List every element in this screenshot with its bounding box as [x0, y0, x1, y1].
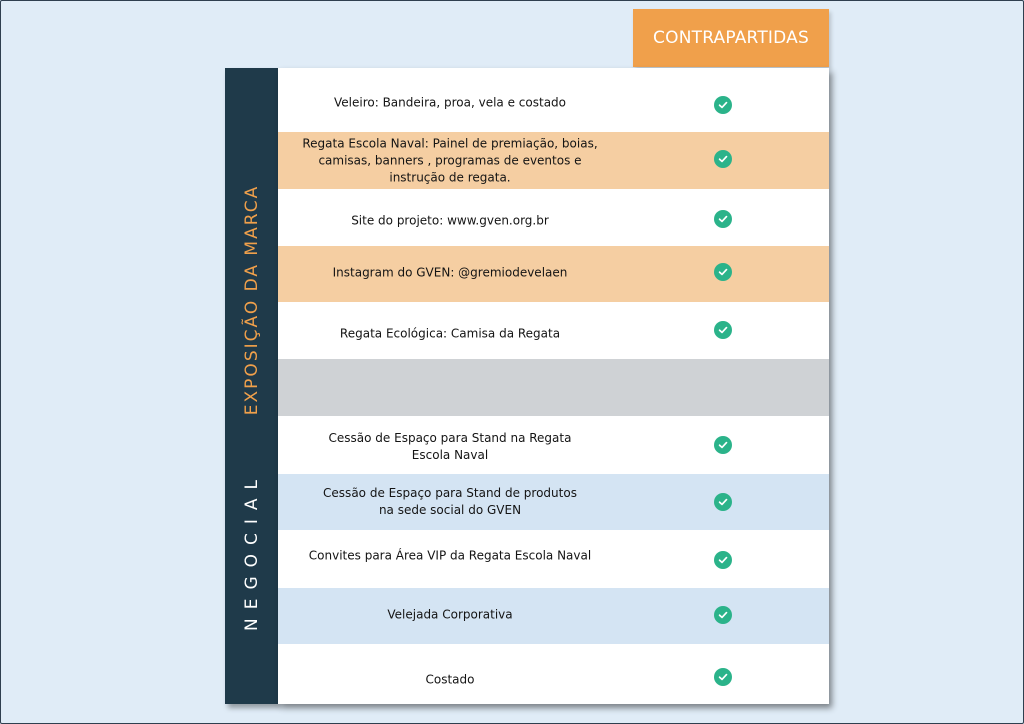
contrapartidas-header	[633, 9, 829, 67]
row-text: Regata Ecológica: Camisa da Regata	[339, 326, 561, 340]
check-icon	[714, 321, 732, 339]
row-text: Velejada Corporativa	[387, 607, 513, 622]
table-row	[278, 474, 829, 530]
check-icon	[714, 606, 732, 624]
check-icon	[714, 668, 732, 686]
row-text: Site do projeto: www.gven.org.br	[351, 213, 549, 227]
check-icon	[714, 493, 732, 511]
row-text: Convites para Área VIP da Regata Escola Naval	[308, 548, 592, 563]
check-icon	[714, 96, 732, 114]
row-text: Instagram do GVEN: @gremiodevelaen	[332, 265, 568, 280]
table-row	[278, 416, 829, 474]
section-label-negocial: NEGOCIAL	[241, 471, 262, 631]
section-sidebar	[225, 68, 278, 704]
check-icon	[714, 263, 732, 281]
table-row	[278, 302, 829, 359]
section-label-marca: EXPOSIÇÃO DA MARCA	[241, 184, 262, 416]
check-icon	[714, 210, 732, 228]
table-row	[278, 68, 829, 132]
header-title: CONTRAPARTIDAS	[653, 28, 809, 48]
row-text: Veleiro: Bandeira, proa, vela e costado	[333, 95, 567, 110]
check-icon	[714, 551, 732, 569]
table-row	[278, 132, 829, 189]
table-row	[278, 246, 829, 302]
row-text: Cessão de Espaço para Stand na Regata Escola Naval	[328, 431, 572, 462]
table-row	[278, 189, 829, 246]
check-icon	[714, 150, 732, 168]
table-row	[278, 644, 829, 704]
row-text: Costado	[425, 672, 475, 687]
check-icon	[714, 436, 732, 454]
table-row	[278, 530, 829, 588]
row-text: Cessão de Espaço para Stand de produtos na sede social do GVEN	[323, 486, 577, 517]
table-row	[278, 359, 829, 416]
table-row	[278, 588, 829, 644]
contrapartidas-table	[278, 68, 829, 704]
row-text: Regata Escola Naval: Painel de premiação, boias, camisas, banners , programas de eventos e instrução de regata.	[302, 136, 598, 184]
